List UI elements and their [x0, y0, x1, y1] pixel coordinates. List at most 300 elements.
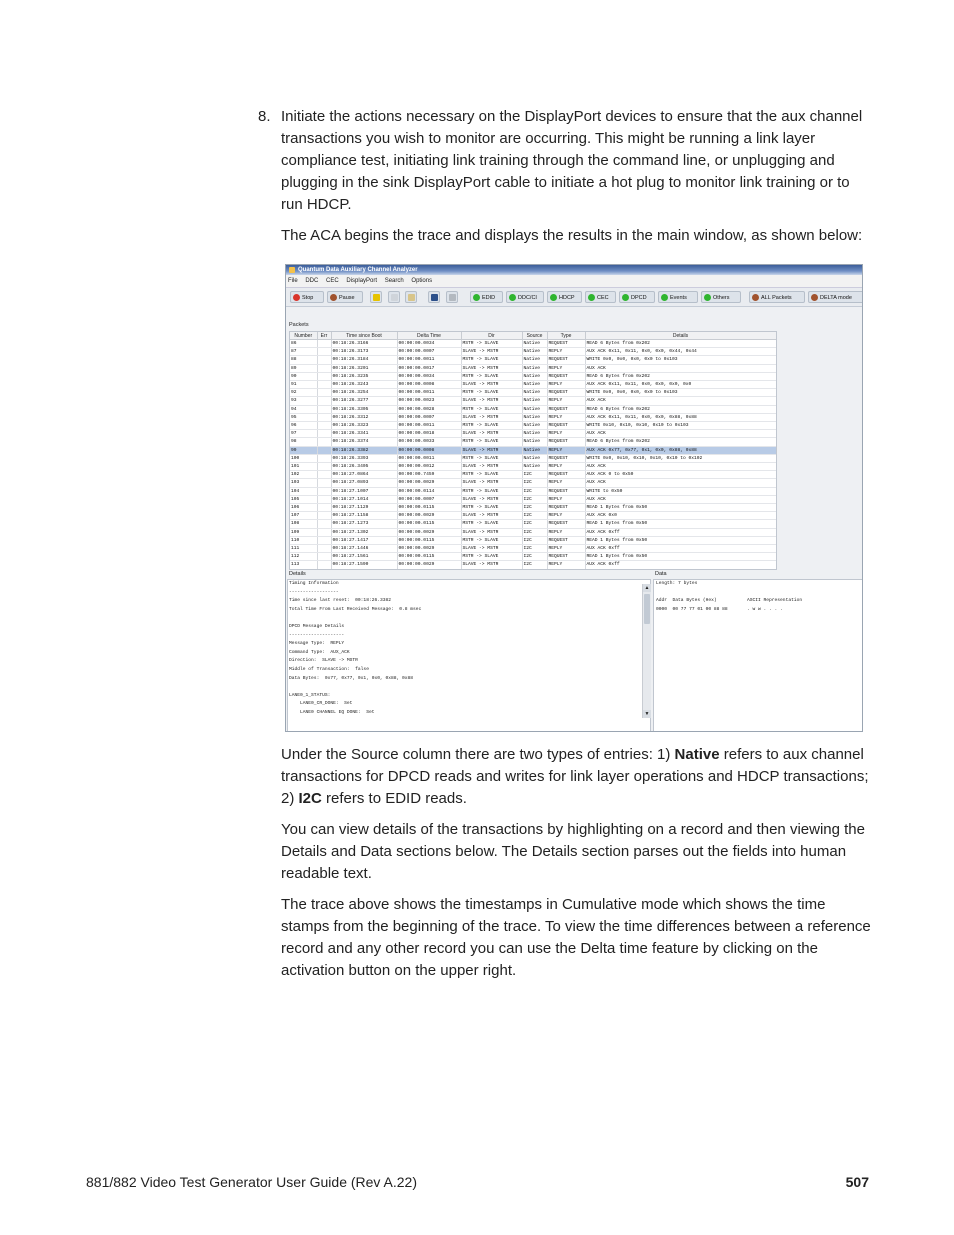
table-cell — [317, 364, 331, 372]
col-delta-time[interactable]: Delta Time — [397, 332, 461, 340]
table-row[interactable] — [290, 438, 776, 446]
table-cell: READ 1 Bytes from 0x50 — [585, 504, 776, 512]
table-row[interactable] — [290, 446, 776, 454]
table-cell — [317, 405, 331, 413]
table-cell: 00:00:00.0008 — [397, 446, 461, 454]
step-text: Initiate the actions necessary on the DisplayPort devices to ensure that the aux channel transactions you wish to monitor are occurring. This might be running a link layer compliance test, initiating link training through the command line, or unplugging and plugging in the sink DisplayPort cable to initiate a hot plug to monitor link training or to run HDCP. — [281, 108, 863, 213]
table-cell: REPLY — [547, 397, 585, 405]
table-cell: AUX ACK 0x11, 0x11, 0x0, 0x0, 0x88, 0x88 — [585, 413, 776, 421]
table-cell: AUX ACK — [585, 364, 776, 372]
col-dir[interactable]: Dir — [461, 332, 522, 340]
table-row[interactable] — [290, 504, 776, 512]
table-cell: READ 6 Bytes from 0x202 — [585, 438, 776, 446]
table-cell: 00:00:00.0028 — [397, 405, 461, 413]
table-cell — [317, 561, 331, 569]
scroll-down-arrow-icon[interactable]: ▼ — [644, 711, 650, 717]
events-filter-button[interactable]: Events — [658, 291, 698, 303]
table-cell: READ 6 Bytes from 0x202 — [585, 405, 776, 413]
table-cell: AUX ACK 0x11, 0x11, 0x0, 0x0, 0x0, 0x0 — [585, 381, 776, 389]
table-cell — [317, 413, 331, 421]
table-cell: 92 — [290, 389, 317, 397]
table-cell: 00:18:26.3235 — [331, 372, 397, 380]
table-cell: Native — [522, 364, 547, 372]
table-cell: 88 — [290, 356, 317, 364]
green-dot-icon — [473, 294, 480, 301]
table-cell: 00:00:00.0012 — [397, 463, 461, 471]
table-cell: 93 — [290, 397, 317, 405]
table-row[interactable] — [290, 495, 776, 503]
table-cell: 00:18:26.3184 — [331, 356, 397, 364]
table-row[interactable] — [290, 405, 776, 413]
table-cell — [317, 356, 331, 364]
table-cell: 108 — [290, 520, 317, 528]
table-row[interactable] — [290, 520, 776, 528]
table-cell: REQUEST — [547, 356, 585, 364]
table-cell — [317, 487, 331, 495]
hdcp-filter-button[interactable]: HDCP — [547, 291, 582, 303]
table-cell: 00:18:27.1007 — [331, 487, 397, 495]
table-cell: Native — [522, 389, 547, 397]
save-icon — [431, 294, 438, 301]
table-cell: 109 — [290, 528, 317, 536]
green-dot-icon — [509, 294, 516, 301]
data-pane[interactable] — [653, 579, 863, 732]
table-cell: 00:00:00.0008 — [397, 381, 461, 389]
table-cell: REPLY — [547, 561, 585, 569]
table-row[interactable] — [290, 340, 776, 348]
table-cell: 00:18:27.1014 — [331, 495, 397, 503]
table-cell: SLAVE -> MSTR — [461, 545, 522, 553]
table-cell: 00:00:00.0114 — [397, 487, 461, 495]
table-cell: 00:00:00.0115 — [397, 536, 461, 544]
table-cell: 00:00:00.0029 — [397, 561, 461, 569]
table-cell — [317, 479, 331, 487]
table-cell: 00:18:26.3382 — [331, 446, 397, 454]
col-source[interactable]: Source — [522, 332, 547, 340]
details-line: Total Time From Last Received Message: 0.8 msec — [289, 606, 422, 612]
table-cell: MSTR -> SLAVE — [461, 471, 522, 479]
table-cell — [317, 340, 331, 348]
table-cell: 00:00:00.0011 — [397, 356, 461, 364]
table-cell: 00:18:26.3341 — [331, 430, 397, 438]
table-row[interactable] — [290, 512, 776, 520]
table-cell: 00:18:27.0864 — [331, 471, 397, 479]
table-cell: SLAVE -> MSTR — [461, 446, 522, 454]
table-cell: 00:00:00.0023 — [397, 397, 461, 405]
details-line: -------------------- — [289, 632, 345, 638]
table-cell: SLAVE -> MSTR — [461, 479, 522, 487]
table-cell: I2C — [522, 520, 547, 528]
table-cell — [317, 471, 331, 479]
details-line — [289, 614, 650, 623]
table-cell: REPLY — [547, 413, 585, 421]
table-cell: Native — [522, 405, 547, 413]
details-line: Command Type: AUX_ACK — [289, 649, 350, 655]
table-row[interactable] — [290, 413, 776, 421]
table-cell: 95 — [290, 413, 317, 421]
table-cell: 00:00:00.0007 — [397, 413, 461, 421]
table-cell: AUX ACK 0x0 — [585, 512, 776, 520]
table-row[interactable] — [290, 487, 776, 495]
details-scrollbar[interactable] — [642, 584, 651, 718]
table-cell — [317, 372, 331, 380]
table-cell: AUX ACK — [585, 463, 776, 471]
table-cell: 00:18:26.3374 — [331, 438, 397, 446]
details-label: Details — [289, 571, 306, 577]
table-cell: REQUEST — [547, 520, 585, 528]
table-cell: 00:18:26.3312 — [331, 413, 397, 421]
table-cell: 00:00:00.0115 — [397, 553, 461, 561]
table-cell: SLAVE -> MSTR — [461, 364, 522, 372]
table-cell: MSTR -> SLAVE — [461, 520, 522, 528]
table-cell: 00:00:00.0011 — [397, 389, 461, 397]
table-cell: REQUEST — [547, 389, 585, 397]
table-cell: AUX ACK — [585, 397, 776, 405]
table-cell: SLAVE -> MSTR — [461, 528, 522, 536]
packets-table[interactable] — [289, 331, 777, 570]
open-folder-button[interactable] — [405, 291, 417, 303]
table-cell: REPLY — [547, 348, 585, 356]
col-err[interactable]: Err — [317, 332, 331, 340]
table-row[interactable] — [290, 471, 776, 479]
table-cell: 00:00:00.0007 — [397, 495, 461, 503]
native-term: Native — [674, 746, 720, 763]
table-row[interactable] — [290, 430, 776, 438]
table-row[interactable] — [290, 479, 776, 487]
table-cell: 00:18:27.1561 — [331, 553, 397, 561]
table-cell: 00:00:00.0029 — [397, 479, 461, 487]
table-cell: Native — [522, 454, 547, 462]
table-cell: 00:18:26.3254 — [331, 389, 397, 397]
col-number[interactable]: Number — [290, 332, 317, 340]
col-time-since-boot[interactable]: Time since Boot — [331, 332, 397, 340]
table-cell: 00:00:00.0033 — [397, 438, 461, 446]
table-cell — [317, 422, 331, 430]
details-line: LANE0_1_STATUS: — [289, 692, 331, 698]
table-cell — [317, 512, 331, 520]
table-cell — [317, 454, 331, 462]
table-cell: SLAVE -> MSTR — [461, 381, 522, 389]
table-cell: I2C — [522, 553, 547, 561]
folder-icon — [408, 294, 415, 301]
table-row[interactable] — [290, 463, 776, 471]
table-cell: REPLY — [547, 479, 585, 487]
table-cell: 00:18:26.3201 — [331, 364, 397, 372]
table-cell: 86 — [290, 340, 317, 348]
green-dot-icon — [550, 294, 557, 301]
step-8 — [258, 106, 870, 216]
col-details[interactable]: Details — [585, 332, 776, 340]
table-cell: I2C — [522, 495, 547, 503]
table-cell: 00:18:27.1158 — [331, 512, 397, 520]
ddcci-filter-button[interactable]: DDC/CI — [506, 291, 544, 303]
table-cell: MSTR -> SLAVE — [461, 389, 522, 397]
table-cell: 00:00:00.0029 — [397, 512, 461, 520]
table-cell: REPLY — [547, 446, 585, 454]
table-cell: 106 — [290, 504, 317, 512]
table-cell: 00:18:27.1302 — [331, 528, 397, 536]
table-cell — [317, 389, 331, 397]
table-cell: WRITE 0x0, 0x0, 0x0, 0x0 to 0x103 — [585, 389, 776, 397]
table-cell — [317, 397, 331, 405]
table-cell — [317, 545, 331, 553]
all-packets-button[interactable]: ALL Packets — [749, 291, 805, 303]
packets-body — [290, 340, 776, 570]
table-cell: Native — [522, 430, 547, 438]
green-dot-icon — [704, 294, 711, 301]
table-cell: I2C — [522, 561, 547, 569]
table-cell: 102 — [290, 471, 317, 479]
table-cell: 87 — [290, 348, 317, 356]
table-cell: WRITE 0x0, 0x10, 0x10, 0x10, 0x10 to 0x102 — [585, 454, 776, 462]
menu-file[interactable]: File — [288, 278, 298, 284]
table-row[interactable] — [290, 536, 776, 544]
details-line — [289, 683, 650, 692]
table-row[interactable] — [290, 397, 776, 405]
table-cell: Native — [522, 397, 547, 405]
table-cell: 107 — [290, 512, 317, 520]
table-cell: 00:18:27.1417 — [331, 536, 397, 544]
details-line: LANE0 CHANNEL EQ DONE: Set — [289, 709, 375, 715]
table-row[interactable] — [290, 528, 776, 536]
menu-ddc[interactable]: DDC — [305, 278, 319, 284]
table-cell — [317, 463, 331, 471]
table-cell: 00:18:27.1129 — [331, 504, 397, 512]
table-cell: MSTR -> SLAVE — [461, 405, 522, 413]
analyzer-window-screenshot — [285, 264, 863, 732]
packets-header-row — [290, 332, 776, 340]
table-cell: 00:18:27.0893 — [331, 479, 397, 487]
table-cell — [317, 536, 331, 544]
table-cell: Native — [522, 372, 547, 380]
cec-filter-button[interactable]: CEC — [585, 291, 616, 303]
table-cell: REQUEST — [547, 405, 585, 413]
print-button[interactable] — [446, 291, 458, 303]
table-row[interactable] — [290, 356, 776, 364]
stop-button[interactable]: Stop — [290, 291, 324, 303]
app-icon — [289, 267, 295, 273]
table-cell: READ 1 Bytes from 0x50 — [585, 536, 776, 544]
table-cell: 00:00:00.7459 — [397, 471, 461, 479]
data-line: 0000 00 77 77 01 00 88 88 . w w . . . . — [656, 606, 783, 612]
table-cell: 00:18:26.3393 — [331, 454, 397, 462]
menu-displayport[interactable]: DisplayPort — [346, 278, 378, 284]
table-cell — [317, 348, 331, 356]
table-cell: READ 6 Bytes from 0x202 — [585, 372, 776, 380]
table-cell: 111 — [290, 545, 317, 553]
table-cell: 00:00:00.0115 — [397, 504, 461, 512]
table-cell: REQUEST — [547, 422, 585, 430]
table-cell: REPLY — [547, 463, 585, 471]
table-cell: I2C — [522, 545, 547, 553]
table-cell: 101 — [290, 463, 317, 471]
details-line: Data Bytes: 0x77, 0x77, 0x1, 0x0, 0x88, 0x88 — [289, 675, 414, 681]
table-row[interactable] — [290, 545, 776, 553]
table-cell: AUX ACK 0x77, 0x77, 0x1, 0x0, 0x88, 0x88 — [585, 446, 776, 454]
table-cell: I2C — [522, 479, 547, 487]
table-cell: I2C — [522, 528, 547, 536]
details-line: ------------------ — [289, 589, 339, 595]
table-cell: MSTR -> SLAVE — [461, 340, 522, 348]
table-cell: 00:00:00.0011 — [397, 454, 461, 462]
table-cell: SLAVE -> MSTR — [461, 430, 522, 438]
packets-label: Packets — [289, 322, 309, 328]
table-cell — [317, 446, 331, 454]
table-cell: 00:18:26.3305 — [331, 405, 397, 413]
brown-dot-icon — [811, 294, 818, 301]
table-cell: 100 — [290, 454, 317, 462]
table-cell: 90 — [290, 372, 317, 380]
table-row[interactable] — [290, 553, 776, 561]
table-cell: 99 — [290, 446, 317, 454]
lightning-icon — [373, 294, 380, 301]
table-cell: REPLY — [547, 430, 585, 438]
table-row[interactable] — [290, 389, 776, 397]
menu-cec[interactable]: CEC — [326, 278, 339, 284]
new-file-button[interactable] — [388, 291, 400, 303]
table-cell: MSTR -> SLAVE — [461, 356, 522, 364]
table-cell: 00:00:00.0034 — [397, 372, 461, 380]
table-cell — [317, 495, 331, 503]
new-file-icon — [391, 294, 398, 301]
table-cell: 112 — [290, 553, 317, 561]
table-cell: 00:18:27.1446 — [331, 545, 397, 553]
source-paragraph: Under the Source column there are two types of entries: 1) Native refers to aux channel transactions for DPCD reads and writes for link layer operations and HDCP transactions; 2) I2C refers to EDID reads. — [281, 746, 869, 807]
scroll-thumb[interactable] — [644, 594, 650, 624]
table-cell: AUX ACK 0xff — [585, 545, 776, 553]
details-line: Direction: SLAVE -> MSTR — [289, 658, 358, 664]
save-button[interactable] — [428, 291, 440, 303]
table-cell: REPLY — [547, 381, 585, 389]
delta-mode-button[interactable]: DELTA mode — [808, 291, 863, 303]
table-cell: Native — [522, 438, 547, 446]
table-cell: MSTR -> SLAVE — [461, 504, 522, 512]
table-cell: 105 — [290, 495, 317, 503]
green-dot-icon — [588, 294, 595, 301]
table-cell: 00:00:00.0018 — [397, 430, 461, 438]
table-cell: Native — [522, 356, 547, 364]
table-cell: SLAVE -> MSTR — [461, 561, 522, 569]
col-type[interactable]: Type — [547, 332, 585, 340]
table-cell: SLAVE -> MSTR — [461, 413, 522, 421]
table-cell: REQUEST — [547, 471, 585, 479]
data-label: Data — [655, 571, 667, 577]
table-row[interactable] — [290, 372, 776, 380]
table-cell: REPLY — [547, 528, 585, 536]
scroll-up-arrow-icon[interactable]: ▲ — [644, 585, 650, 591]
table-cell: SLAVE -> MSTR — [461, 463, 522, 471]
table-cell: I2C — [522, 471, 547, 479]
table-cell: REQUEST — [547, 454, 585, 462]
menu-search[interactable]: Search — [384, 278, 404, 284]
table-cell: MSTR -> SLAVE — [461, 536, 522, 544]
green-dot-icon — [661, 294, 668, 301]
intro-paragraph: The ACA begins the trace and displays the results in the main window, as shown below: — [281, 227, 863, 244]
table-cell — [317, 430, 331, 438]
table-cell: READ 1 Bytes from 0x50 — [585, 553, 776, 561]
table-cell: REPLY — [547, 495, 585, 503]
table-cell — [317, 504, 331, 512]
details-line: Timing Information — [289, 581, 339, 586]
table-cell: I2C — [522, 536, 547, 544]
table-row[interactable] — [290, 561, 776, 569]
toolbar — [286, 288, 862, 307]
table-cell: 00:00:00.0011 — [397, 422, 461, 430]
table-cell: Native — [522, 422, 547, 430]
table-cell: SLAVE -> MSTR — [461, 495, 522, 503]
page-number: 507 — [845, 1174, 869, 1190]
table-cell: Native — [522, 381, 547, 389]
i2c-term: I2C — [298, 790, 322, 807]
table-row[interactable] — [290, 454, 776, 462]
table-cell: AUX ACK 0x11, 0x11, 0x0, 0x0, 0x44, 0x44 — [585, 348, 776, 356]
table-row[interactable] — [290, 422, 776, 430]
table-cell: AUX ACK — [585, 479, 776, 487]
lightning-button[interactable] — [370, 291, 382, 303]
table-cell: SLAVE -> MSTR — [461, 512, 522, 520]
data-line: Length: 7 bytes — [656, 581, 698, 586]
table-cell: REQUEST — [547, 372, 585, 380]
table-cell: Native — [522, 446, 547, 454]
table-cell: MSTR -> SLAVE — [461, 422, 522, 430]
details-pane[interactable] — [287, 579, 651, 732]
details-line: Middle of Transaction: false — [289, 666, 369, 672]
menu-bar — [286, 275, 862, 288]
table-row[interactable] — [290, 348, 776, 356]
table-cell: REQUEST — [547, 504, 585, 512]
table-cell: REQUEST — [547, 553, 585, 561]
details-line: LANE0_CR_DONE: Set — [289, 701, 353, 707]
window-titlebar — [286, 265, 862, 275]
table-cell: REQUEST — [547, 438, 585, 446]
table-cell: 98 — [290, 438, 317, 446]
pause-button[interactable]: Pause — [327, 291, 363, 303]
step-number: 8. — [258, 108, 271, 125]
table-cell: I2C — [522, 487, 547, 495]
trace-paragraph: The trace above shows the timestamps in Cumulative mode which shows the time stamps from the beginning of the trace. To view the time differences between a reference record and any other record you can use the Delta time feature by clicking on the activation button on the upper right. — [281, 896, 871, 979]
table-cell: AUX ACK 0xff — [585, 561, 776, 569]
table-cell: WRITE to 0x50 — [585, 487, 776, 495]
details-paragraph: You can view details of the transactions by highlighting on a record and then viewing the Details and Data sections below. The Details section parses out the fields into human readable text. — [281, 821, 865, 882]
table-cell: 96 — [290, 422, 317, 430]
table-cell: 91 — [290, 381, 317, 389]
table-cell: 00:00:00.0034 — [397, 340, 461, 348]
menu-options[interactable]: Options — [411, 278, 433, 284]
table-cell — [317, 528, 331, 536]
details-line: Time since last reset: 00:18:26.3382 — [289, 598, 391, 604]
table-cell: AUX ACK — [585, 495, 776, 503]
table-cell: Native — [522, 348, 547, 356]
table-cell: 00:18:26.3405 — [331, 463, 397, 471]
table-cell: AUX ACK 0 to 0x50 — [585, 471, 776, 479]
table-row[interactable] — [290, 381, 776, 389]
details-line: Message Type: REPLY — [289, 641, 345, 647]
print-icon — [449, 294, 456, 301]
table-cell — [317, 520, 331, 528]
table-cell: 94 — [290, 405, 317, 413]
table-cell: 00:18:26.3243 — [331, 381, 397, 389]
table-cell: 97 — [290, 430, 317, 438]
table-cell: REQUEST — [547, 487, 585, 495]
table-cell — [317, 553, 331, 561]
table-cell: SLAVE -> MSTR — [461, 397, 522, 405]
edid-filter-button[interactable]: EDID — [470, 291, 503, 303]
table-row[interactable] — [290, 364, 776, 372]
others-filter-button[interactable]: Others — [701, 291, 741, 303]
table-cell: Native — [522, 340, 547, 348]
dpcd-filter-button[interactable]: DPCD — [619, 291, 655, 303]
table-cell: Native — [522, 463, 547, 471]
